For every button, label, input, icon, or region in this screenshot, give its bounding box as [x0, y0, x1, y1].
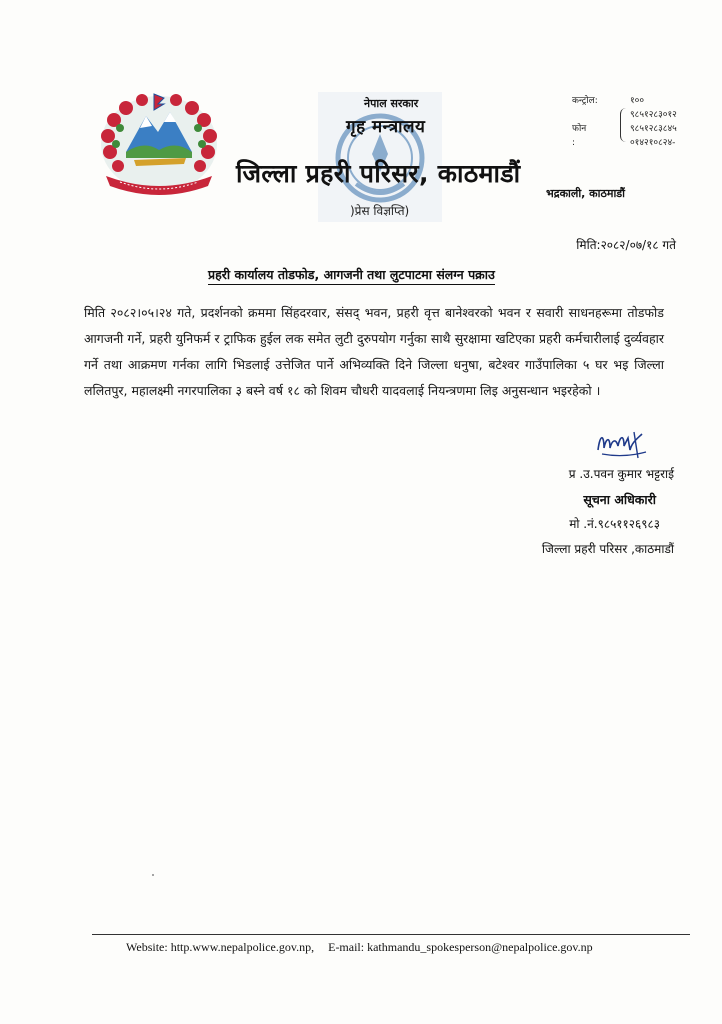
signatory-name: प्र .उ.पवन कुमार भट्टराई [568, 467, 674, 481]
phone-brace [620, 108, 627, 142]
signatory-office: जिल्ला प्रहरी परिसर ,काठमाडौं [541, 542, 674, 556]
signature-block [542, 462, 674, 562]
signatory-mobile: मो .नं.९८५११२६९८३ [569, 517, 660, 531]
footer-divider [92, 934, 690, 935]
scan-speck [152, 874, 154, 876]
control-label: कन्ट्रोल: [572, 96, 598, 106]
nepal-emblem-icon [96, 92, 222, 198]
signatory-role: सूचना अधिकारी [583, 492, 656, 507]
body-paragraph: मिति २०८२।०५।२४ गते, प्रदर्शनको क्रममा सिंहदरवार, संसद् भवन, प्रहरी वृत्त बानेश्वरको भवन र सवारी साधनहरूमा तोडफोड आगजनी गर्ने, प्रहरी युनिफर्म र ट्राफिक हुईल लक समेत लुटी दुरुपयोग गर्नुका साथै सुरक्षामा खटिएका प्रहरी कर्मचारीलाई दुर्व्यवहार गर्ने तथा आक्रमण गर्नका लागि भिडलाई उत्तेजित पार्ने अभिव्यक्ति दिने जिल्ला धनुषा, बटेश्वर गाउँपालिका ५ घर भइ जिल्ला ललितपुर, महालक्ष्मी नगरपालिका ३ बस्ने वर्ष १८ को शिवम चौधरी यादवलाई नियन्त्रणमा लिइ अनुसन्धान भइरहेको । [84, 305, 664, 398]
phone-number: ९८५१२८३०१२ [630, 110, 677, 120]
subject-heading: प्रहरी कार्यालय तोडफोड, आगजनी तथा लुटपाटमा संलग्न पक्राउ [208, 266, 495, 285]
footer [126, 940, 593, 955]
office-title: जिल्ला प्रहरी परिसर, काठमाडौं [236, 159, 521, 188]
phone-label: फोन : [572, 124, 587, 148]
footer-email: E-mail: kathmandu_spokesperson@nepalpolice.gov.np [328, 940, 593, 954]
phone-number: ०१४२१०८२४- [630, 138, 676, 148]
signature-icon [594, 428, 650, 462]
government-label: नेपाल सरकार [364, 97, 419, 110]
control-number: १०० [630, 96, 645, 106]
press-release-label: )प्रेस विज्ञप्ति) [350, 204, 410, 218]
ministry-title: गृह मन्त्रालय [346, 117, 426, 137]
footer-website: Website: http.www.nepalpolice.gov.np, [126, 940, 315, 954]
release-date: मिति:२०८२/०७/१८ गते [576, 238, 676, 252]
office-address: भद्रकाली, काठमाडौं [546, 187, 626, 200]
phone-number: ९८५१२८३८४५ [630, 124, 677, 134]
